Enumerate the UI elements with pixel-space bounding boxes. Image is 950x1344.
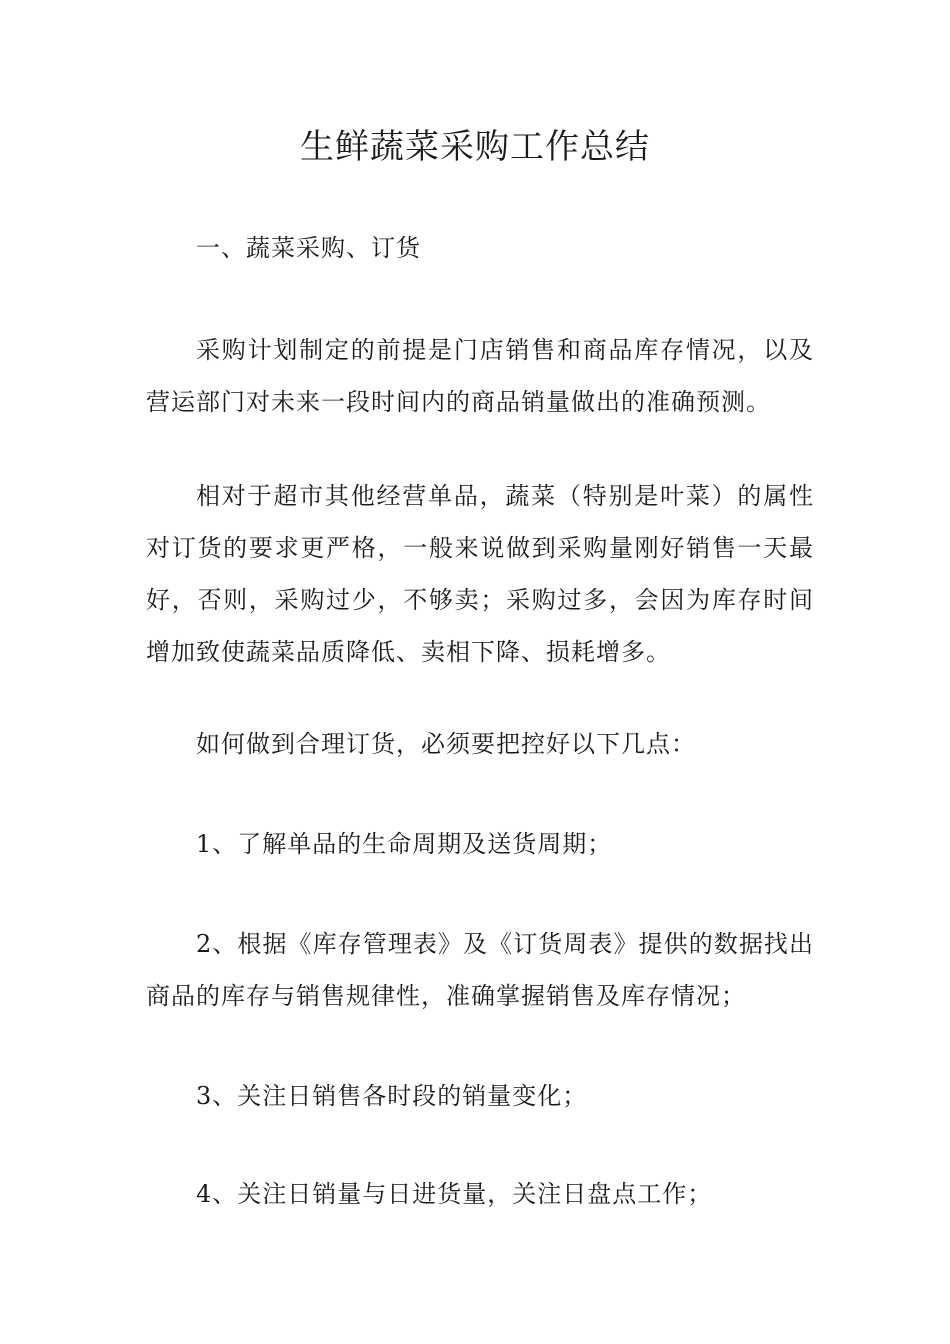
list-item-3: 3、关注日销售各时段的销量变化； [196, 1082, 588, 1110]
paragraph-reasonable-ordering: 如何做到合理订货，必须要把控好以下几点： [196, 730, 696, 758]
list-item-1: 1、了解单品的生命周期及送货周期； [196, 830, 613, 858]
list-item-2: 2、根据《库存管理表》及《订货周表》提供的数据找出商品的库存与销售规律性，准确掌握销售及库存情况； [146, 930, 814, 1010]
list-item-4: 4、关注日销量与日进货量，关注日盘点工作； [196, 1180, 713, 1208]
section-heading: 一、蔬菜采购、订货 [196, 234, 421, 262]
paragraph-ordering-requirements: 相对于超市其他经营单品，蔬菜（特别是叶菜）的属性对订货的要求更严格，一般来说做到采购量刚好销售一天最好，否则，采购过少，不够卖；采购过多，会因为库存时间增加致使蔬菜品质降低、卖相下降、损耗增多。 [146, 482, 814, 666]
document-title: 生鲜蔬菜采购工作总结 [300, 127, 650, 167]
paragraph-purchase-plan: 采购计划制定的前提是门店销售和商品库存情况，以及营运部门对未来一段时间内的商品销量做出的准确预测。 [146, 336, 814, 416]
